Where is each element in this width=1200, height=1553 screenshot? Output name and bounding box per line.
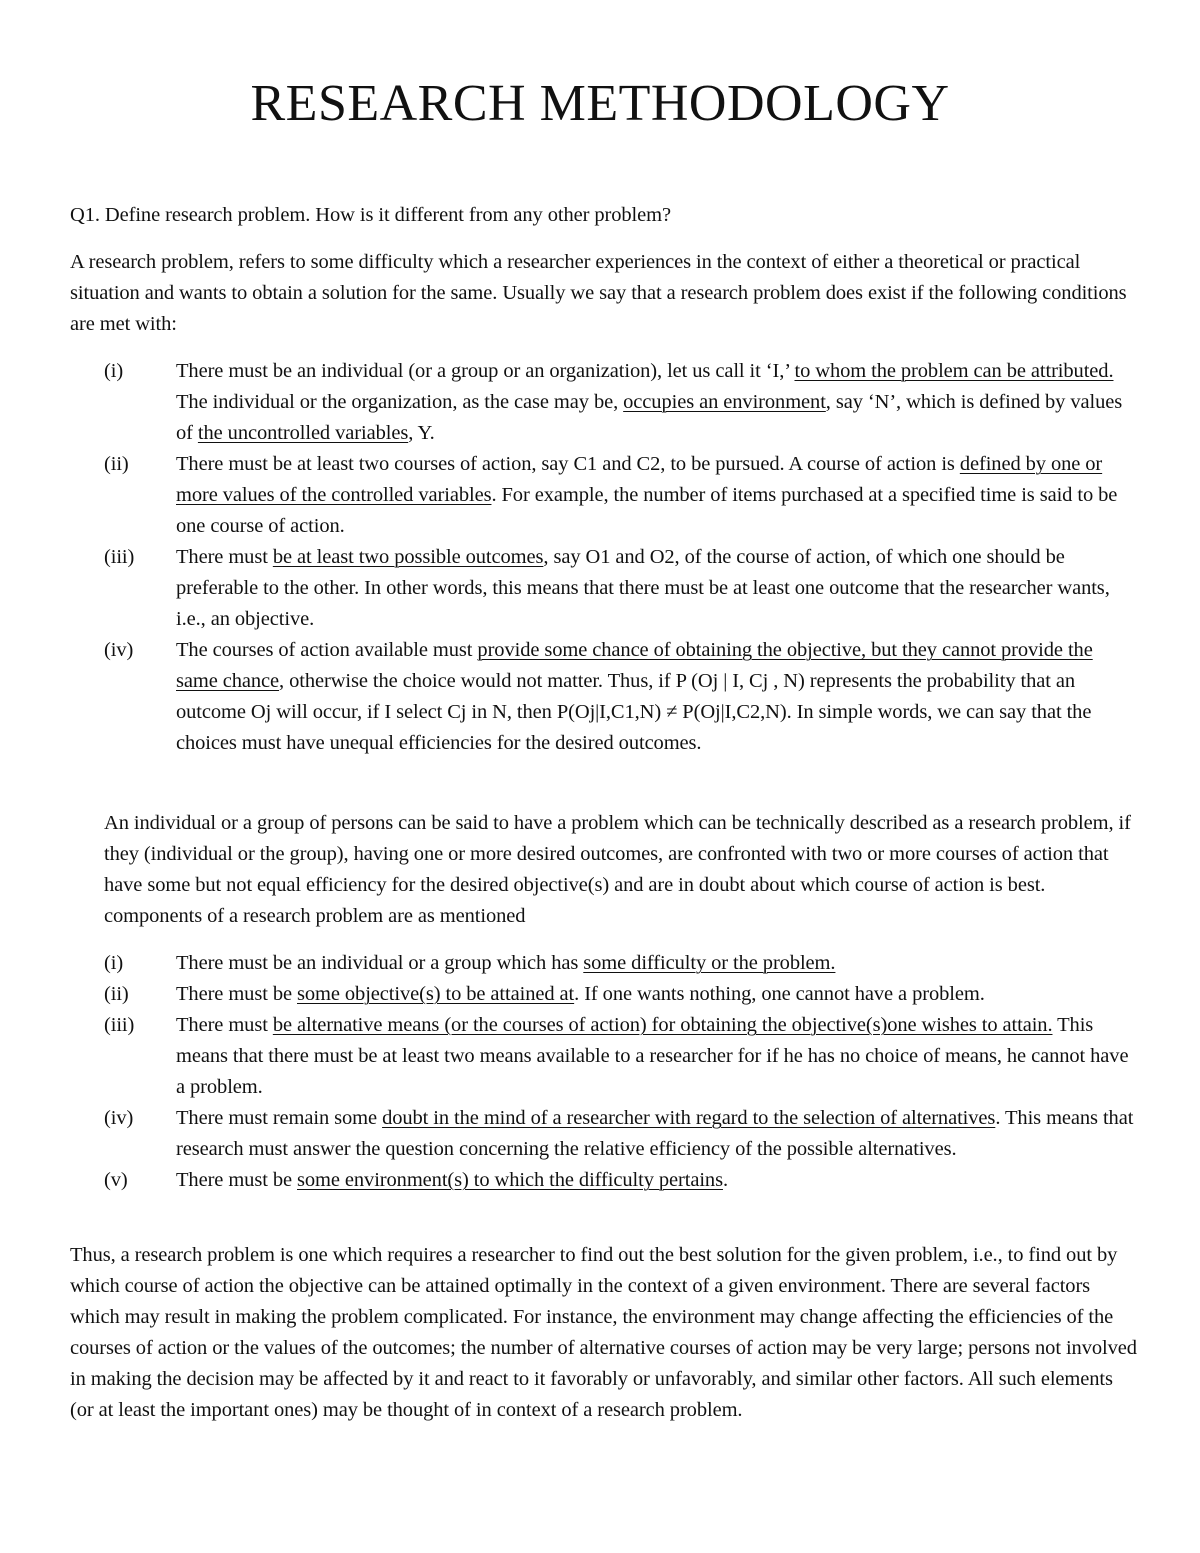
list-item-text [176, 356, 1138, 449]
text-segment: There must [176, 546, 273, 568]
conditions-list [104, 356, 1138, 759]
component-item [104, 1103, 1138, 1165]
text-segment: , say ‘N’, which is defined by values of [176, 391, 1123, 444]
condition-item [104, 635, 1138, 759]
list-item-number: (iii) [104, 546, 135, 568]
text-segment: There must remain some [176, 1107, 383, 1129]
list-item-number: (ii) [104, 453, 129, 475]
middle-paragraph: An individual or a group of persons can be said to have a problem which can be technically described as a research problem, if they (individual or the group), having one or more desired outcomes, are confronted with two or more courses of action that have some but not equal efficiency for the desired objective(s) and are in doubt about which course of action is best. components of a research problem are as mentioned [104, 812, 1131, 927]
text-segment: , say O1 and O2, of the course of action, of which one should be preferable to the other. In other words, this means that there must be at least one outcome that the researcher wants, i.e., an objective. [176, 546, 1110, 630]
component-item [104, 1165, 1138, 1196]
list-item-number: (v) [104, 1169, 128, 1191]
text-segment: There must be [176, 983, 297, 1005]
text-segment: This means that there must be at least two means available to a researcher for if he has no choice of means, he cannot have a problem. [176, 1014, 1129, 1098]
list-item-text [176, 979, 1138, 1010]
component-item [104, 979, 1138, 1010]
underlined-text: provide some chance of obtaining the objective, but they cannot provide the same chance [176, 639, 1093, 692]
component-item [104, 1010, 1138, 1103]
list-item-number: (i) [104, 952, 124, 974]
text-segment: , otherwise the choice would not matter. Thus, if P (Oj | I, Cj , N) represents the probability that an outcome Oj will occur, if I select Cj in N, then P(Oj|I,C1,N) ≠ P(Oj|I,C2,N). In simple words, we can say that the choices must have unequal efficiencies for the desired outcomes. [176, 670, 1092, 754]
underlined-text: occupies an environment [623, 391, 826, 413]
underlined-text: doubt in the mind of a researcher with regard to the selection of alternatives [382, 1107, 996, 1129]
list-item-text [176, 1010, 1138, 1103]
intro-paragraph: A research problem, refers to some difficulty which a researcher experiences in the context of either a theoretical or practical situation and wants to obtain a solution for the same. Usually we say that a research problem does exist if the following conditions are met with: [70, 251, 1127, 335]
list-item-number: (i) [104, 360, 124, 382]
underlined-text: some objective(s) to be attained at [297, 983, 575, 1005]
underlined-text: some difficulty or the problem. [583, 952, 836, 974]
underlined-text: some environment(s) to which the difficulty pertains [297, 1169, 723, 1191]
underlined-text: be alternative means (or the courses of action) for obtaining the objective(s)one wishes to attain. [272, 1014, 1053, 1036]
text-segment: There must [176, 1014, 273, 1036]
list-item-number: (iii) [104, 1014, 135, 1036]
text-segment: . If one wants nothing, one cannot have a problem. [574, 983, 985, 1005]
list-item-number: (iv) [104, 639, 134, 661]
question-heading: Q1. Define research problem. How is it different from any other problem? [70, 204, 671, 226]
list-item-text [176, 635, 1138, 759]
underlined-text: be at least two possible outcomes [272, 546, 544, 568]
text-segment: , Y. [408, 422, 435, 444]
text-segment: There must be at least two courses of action, say C1 and C2, to be pursued. A course of action is [176, 453, 960, 475]
list-item-text [176, 1103, 1138, 1165]
condition-item [104, 356, 1138, 449]
underlined-text: to whom the problem can be attributed. [794, 360, 1114, 382]
list-item-text [176, 1165, 1138, 1196]
text-segment: The individual or the organization, as the case may be, [176, 391, 624, 413]
text-segment: . This means that research must answer the question concerning the relative efficiency of the possible alternatives. [176, 1107, 1134, 1160]
condition-item [104, 542, 1138, 635]
list-item-number: (ii) [104, 983, 129, 1005]
text-segment: There must be an individual or a group which has [176, 952, 584, 974]
components-list [104, 948, 1138, 1196]
list-item-text [176, 948, 1138, 979]
text-segment: . [722, 1169, 728, 1191]
list-item-text [176, 542, 1138, 635]
page-title: RESEARCH METHODOLOGY [250, 75, 950, 132]
component-item [104, 948, 1138, 979]
list-item-number: (iv) [104, 1107, 134, 1129]
condition-item [104, 449, 1138, 542]
text-segment: . For example, the number of items purchased at a specified time is said to be one course of action. [176, 484, 1118, 537]
text-segment: There must be [176, 1169, 297, 1191]
text-segment: There must be an individual (or a group or an organization), let us call it ‘I,’ [176, 360, 795, 382]
underlined-text: the uncontrolled variables [197, 422, 409, 444]
conclusion-paragraph: Thus, a research problem is one which requires a researcher to find out the best solution for the given problem, i.e., to find out by which course of action the objective can be attained optimally in the context of a given environment. There are several factors which may result in making the problem complicated. For instance, the environment may change affecting the efficiencies of the courses of action or the values of the outcomes; the number of alternative courses of action may be very large; persons not involved in making the decision may be affected by it and react to it favorably or unfavorably, and similar other factors. All such elements (or at least the important ones) may be thought of in context of a research problem. [70, 1244, 1137, 1421]
text-segment: The courses of action available must [176, 639, 478, 661]
underlined-text: defined by one or more values of the controlled variables [176, 453, 1103, 506]
list-item-text [176, 449, 1138, 542]
